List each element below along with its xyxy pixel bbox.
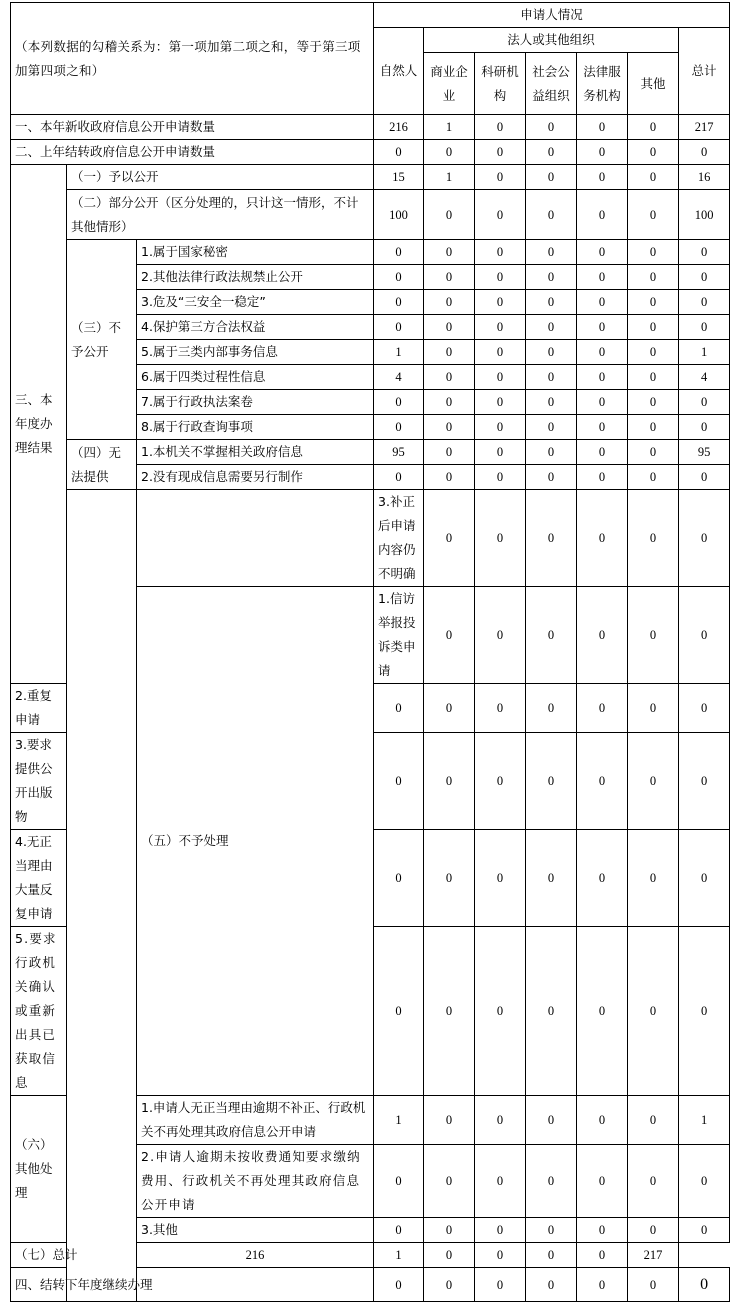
value-research: 0: [526, 490, 577, 587]
value-total: 100: [679, 190, 730, 240]
value-research: 0: [475, 1268, 526, 1302]
value-commercial: 1: [424, 165, 475, 190]
value-natural-person: 0: [374, 1145, 424, 1218]
value-total: 0: [679, 265, 730, 290]
value-legal-service: 0: [577, 315, 628, 340]
value-other: 0: [628, 1218, 679, 1243]
item-label: 2.申请人逾期未按收费通知要求缴纳费用、行政机关不再处理其政府信息公开申请: [137, 1145, 374, 1218]
group-label-cannot-provide-continued: [137, 490, 374, 587]
value-commercial: 0: [475, 587, 526, 684]
value-legal-service: 0: [628, 587, 679, 684]
group-label-not-disclosed: （三）不予公开: [67, 240, 137, 440]
item-label: 1.本机关不掌握相关政府信息: [137, 440, 374, 465]
value-commercial: 0: [424, 1268, 475, 1302]
value-natural-person: 0: [374, 140, 424, 165]
value-research: 0: [475, 465, 526, 490]
value-total: 0: [679, 240, 730, 265]
value-legal-service: 0: [577, 927, 628, 1096]
table-row: [11, 140, 730, 165]
group-label-cannot-provide: （四）无法提供: [67, 440, 137, 490]
value-social-welfare: 0: [526, 340, 577, 365]
row-label-carry-forward: 四、结转下年度继续办理: [11, 1268, 374, 1302]
value-social-welfare: 0: [577, 587, 628, 684]
value-other: 0: [628, 315, 679, 340]
value-commercial: 0: [424, 390, 475, 415]
row-label-partially-disclosed: （二）部分公开（区分处理的，只计这一情形，不计其他情形）: [67, 190, 374, 240]
item-label: 6.属于四类过程性信息: [137, 365, 374, 390]
value-total: 16: [679, 165, 730, 190]
value-commercial: 0: [424, 290, 475, 315]
value-social-welfare: 0: [526, 465, 577, 490]
value-social-welfare: 0: [526, 927, 577, 1096]
value-research: 0: [475, 240, 526, 265]
value-other: 0: [628, 115, 679, 140]
value-social-welfare: 0: [526, 165, 577, 190]
value-other: 0: [628, 830, 679, 927]
value-commercial: 0: [424, 465, 475, 490]
value-total: 0: [679, 733, 730, 830]
value-social-welfare: 0: [526, 265, 577, 290]
value-legal-service: 0: [577, 830, 628, 927]
value-social-welfare: 0: [526, 140, 577, 165]
value-commercial: 0: [424, 265, 475, 290]
value-total: 0: [679, 1268, 730, 1302]
value-social-welfare: 0: [526, 415, 577, 440]
value-natural-person: 1: [374, 340, 424, 365]
value-legal-service: 0: [577, 1218, 628, 1243]
value-research: 0: [475, 830, 526, 927]
value-research: 0: [475, 684, 526, 733]
value-total: 0: [679, 830, 730, 927]
section-label-results: 三、本年度办理结果: [11, 165, 67, 684]
value-research: 0: [475, 290, 526, 315]
value-research: 0: [475, 1218, 526, 1243]
value-other: 0: [628, 927, 679, 1096]
header-research: 科研机构: [475, 53, 526, 115]
value-social-welfare: 0: [526, 733, 577, 830]
value-commercial: 0: [424, 140, 475, 165]
item-label: 3.其他: [137, 1218, 374, 1243]
value-legal-service: 0: [577, 390, 628, 415]
value-other: 0: [628, 340, 679, 365]
value-research: 0: [475, 440, 526, 465]
value-natural-person: 216: [374, 115, 424, 140]
value-other: 0: [628, 440, 679, 465]
value-other: 0: [628, 265, 679, 290]
value-other: 0: [628, 415, 679, 440]
item-label: 1.信访举报投诉类申请: [374, 587, 424, 684]
group-label-not-processed: （五）不予处理: [137, 587, 374, 1096]
item-label: 4.保护第三方合法权益: [137, 315, 374, 340]
value-other: 0: [628, 240, 679, 265]
value-legal-service: 0: [577, 440, 628, 465]
value-legal-service: 0: [577, 140, 628, 165]
value-research: 0: [475, 733, 526, 830]
value-research: 0: [475, 927, 526, 1096]
value-total: 1: [679, 1096, 730, 1145]
value-social-welfare: 0: [526, 190, 577, 240]
value-social-welfare: 0: [526, 684, 577, 733]
value-natural-person: 216: [137, 1243, 374, 1268]
value-commercial: 0: [424, 1096, 475, 1145]
value-legal-service: 0: [577, 240, 628, 265]
value-legal-service: 0: [577, 165, 628, 190]
value-natural-person: 0: [374, 290, 424, 315]
value-other: 0: [628, 390, 679, 415]
row-label-carried-over: 二、上年结转政府信息公开申请数量: [11, 140, 374, 165]
value-total: 0: [679, 1145, 730, 1218]
header-commercial: 商业企业: [424, 53, 475, 115]
value-social-welfare: 0: [526, 290, 577, 315]
value-total: 0: [679, 290, 730, 315]
header-legal-or-other: 法人或其他组织: [424, 28, 679, 53]
header-social-welfare: 社会公益组织: [526, 53, 577, 115]
value-social-welfare: 0: [526, 1218, 577, 1243]
value-legal-service: 0: [577, 1145, 628, 1218]
value-social-welfare: 0: [526, 830, 577, 927]
value-total: 95: [679, 440, 730, 465]
value-legal-service: 0: [577, 733, 628, 830]
value-natural-person: 0: [374, 390, 424, 415]
value-social-welfare: 0: [526, 390, 577, 415]
value-natural-person: 0: [374, 1268, 424, 1302]
value-legal-service: 0: [577, 465, 628, 490]
value-commercial: 0: [424, 1218, 475, 1243]
value-natural-person: 0: [374, 265, 424, 290]
value-other: 0: [577, 1243, 628, 1268]
value-natural-person: 0: [374, 830, 424, 927]
value-total: 0: [679, 415, 730, 440]
value-total: 217: [679, 115, 730, 140]
value-natural-person: 0: [424, 490, 475, 587]
value-other: 0: [628, 1268, 679, 1302]
value-legal-service: 0: [577, 415, 628, 440]
value-legal-service: 0: [577, 190, 628, 240]
value-other: 0: [628, 684, 679, 733]
value-legal-service: 0: [577, 265, 628, 290]
value-natural-person: 0: [374, 415, 424, 440]
value-commercial: 0: [424, 340, 475, 365]
header-applicant-situation: 申请人情况: [374, 3, 730, 28]
value-legal-service: 0: [577, 1096, 628, 1145]
table-row: [11, 115, 730, 140]
item-label: 8.属于行政查询事项: [137, 415, 374, 440]
value-social-welfare: 0: [526, 115, 577, 140]
value-social-welfare: 0: [526, 1145, 577, 1218]
value-natural-person: 0: [374, 1218, 424, 1243]
value-natural-person: 0: [374, 240, 424, 265]
value-research: 0: [475, 365, 526, 390]
value-total: 0: [679, 927, 730, 1096]
item-label: 2.重复申请: [11, 684, 67, 733]
value-total: 4: [679, 365, 730, 390]
value-total: 0: [679, 315, 730, 340]
value-commercial: 0: [424, 733, 475, 830]
value-legal-service: 0: [577, 340, 628, 365]
table-row: [11, 1268, 730, 1302]
value-social-welfare: 0: [475, 1243, 526, 1268]
value-other: 0: [628, 1145, 679, 1218]
value-research: 0: [475, 315, 526, 340]
item-label: 1.属于国家秘密: [137, 240, 374, 265]
value-other: 0: [679, 587, 730, 684]
value-commercial: 1: [374, 1243, 424, 1268]
value-research: 0: [526, 587, 577, 684]
header-natural-person: 自然人: [374, 28, 424, 115]
value-legal-service: 0: [577, 115, 628, 140]
value-commercial: 0: [424, 830, 475, 927]
value-commercial: 0: [475, 490, 526, 587]
item-label: 7.属于行政执法案卷: [137, 390, 374, 415]
value-commercial: 0: [424, 1145, 475, 1218]
value-social-welfare: 0: [526, 1096, 577, 1145]
value-social-welfare: 0: [526, 440, 577, 465]
value-research: 0: [475, 165, 526, 190]
row-label-subtotal: （七）总计: [11, 1243, 137, 1268]
section-label-results-continued: [67, 490, 137, 1302]
value-legal-service: 0: [577, 684, 628, 733]
row-label-disclosed: （一）予以公开: [67, 165, 374, 190]
disclosure-report-table: [10, 2, 730, 1302]
header-other: 其他: [628, 53, 679, 115]
value-total: 217: [628, 1243, 679, 1268]
value-research: 0: [475, 340, 526, 365]
header-note: （本列数据的勾稽关系为：第一项加第二项之和，等于第三项加第四项之和）: [11, 3, 374, 115]
value-legal-service: 0: [628, 490, 679, 587]
value-other: 0: [628, 140, 679, 165]
item-label: 1.申请人无正当理由逾期不补正、行政机关不再处理其政府信息公开申请: [137, 1096, 374, 1145]
value-commercial: 0: [424, 415, 475, 440]
value-legal-service: 0: [526, 1243, 577, 1268]
value-research: 0: [475, 415, 526, 440]
table-row: [11, 240, 730, 265]
value-total: 0: [679, 390, 730, 415]
value-total: 0: [679, 1218, 730, 1243]
value-social-welfare: 0: [526, 365, 577, 390]
value-commercial: 0: [424, 365, 475, 390]
item-label: 5.要求行政机关确认或重新出具已获取信息: [11, 927, 67, 1096]
item-label: 3.要求提供公开出版物: [11, 733, 67, 830]
header-legal-service: 法律服务机构: [577, 53, 628, 115]
value-other: 0: [628, 190, 679, 240]
table-row: [11, 190, 730, 240]
item-label: 3.危及“三安全一稳定”: [137, 290, 374, 315]
value-research: 0: [475, 390, 526, 415]
value-other: 0: [628, 733, 679, 830]
value-social-welfare: 0: [526, 315, 577, 340]
item-label: 4.无正当理由大量反复申请: [11, 830, 67, 927]
value-total: 0: [679, 465, 730, 490]
value-other: 0: [628, 165, 679, 190]
value-research: 0: [475, 140, 526, 165]
value-other: 0: [628, 465, 679, 490]
value-legal-service: 0: [577, 365, 628, 390]
group-label-other-processing: （六）其他处理: [11, 1096, 67, 1243]
value-natural-person: 0: [424, 587, 475, 684]
value-research: 0: [475, 1145, 526, 1218]
table-row: [11, 440, 730, 465]
table-row: [11, 1243, 730, 1268]
value-natural-person: 0: [374, 927, 424, 1096]
value-natural-person: 15: [374, 165, 424, 190]
value-commercial: 0: [424, 315, 475, 340]
value-commercial: 0: [424, 927, 475, 1096]
value-other: 0: [628, 1096, 679, 1145]
value-other: 0: [628, 290, 679, 315]
value-natural-person: 0: [374, 733, 424, 830]
value-research: 0: [475, 190, 526, 240]
header-row-1: [11, 3, 730, 28]
value-other: 0: [679, 490, 730, 587]
value-social-welfare: 0: [577, 490, 628, 587]
value-total: 0: [679, 140, 730, 165]
value-natural-person: 1: [374, 1096, 424, 1145]
item-label: 3.补正后申请内容仍不明确: [374, 490, 424, 587]
table-row: [11, 490, 730, 587]
value-commercial: 0: [424, 190, 475, 240]
item-label: 2.其他法律行政法规禁止公开: [137, 265, 374, 290]
value-social-welfare: 0: [526, 1268, 577, 1302]
value-commercial: 0: [424, 684, 475, 733]
value-research: 0: [475, 1096, 526, 1145]
value-research: 0: [475, 115, 526, 140]
value-natural-person: 4: [374, 365, 424, 390]
value-total: 1: [679, 340, 730, 365]
value-legal-service: 0: [577, 1268, 628, 1302]
value-natural-person: 0: [374, 465, 424, 490]
value-total: 0: [679, 684, 730, 733]
value-commercial: 0: [424, 440, 475, 465]
item-label: 5.属于三类内部事务信息: [137, 340, 374, 365]
value-natural-person: 0: [374, 684, 424, 733]
table-row: [11, 165, 730, 190]
value-natural-person: 95: [374, 440, 424, 465]
value-natural-person: 0: [374, 315, 424, 340]
value-other: 0: [628, 365, 679, 390]
value-natural-person: 100: [374, 190, 424, 240]
item-label: 2.没有现成信息需要另行制作: [137, 465, 374, 490]
value-research: 0: [475, 265, 526, 290]
header-total: 总计: [679, 28, 730, 115]
value-commercial: 0: [424, 240, 475, 265]
value-research: 0: [424, 1243, 475, 1268]
value-commercial: 1: [424, 115, 475, 140]
row-label-new-requests: 一、本年新收政府信息公开申请数量: [11, 115, 374, 140]
value-legal-service: 0: [577, 290, 628, 315]
value-social-welfare: 0: [526, 240, 577, 265]
